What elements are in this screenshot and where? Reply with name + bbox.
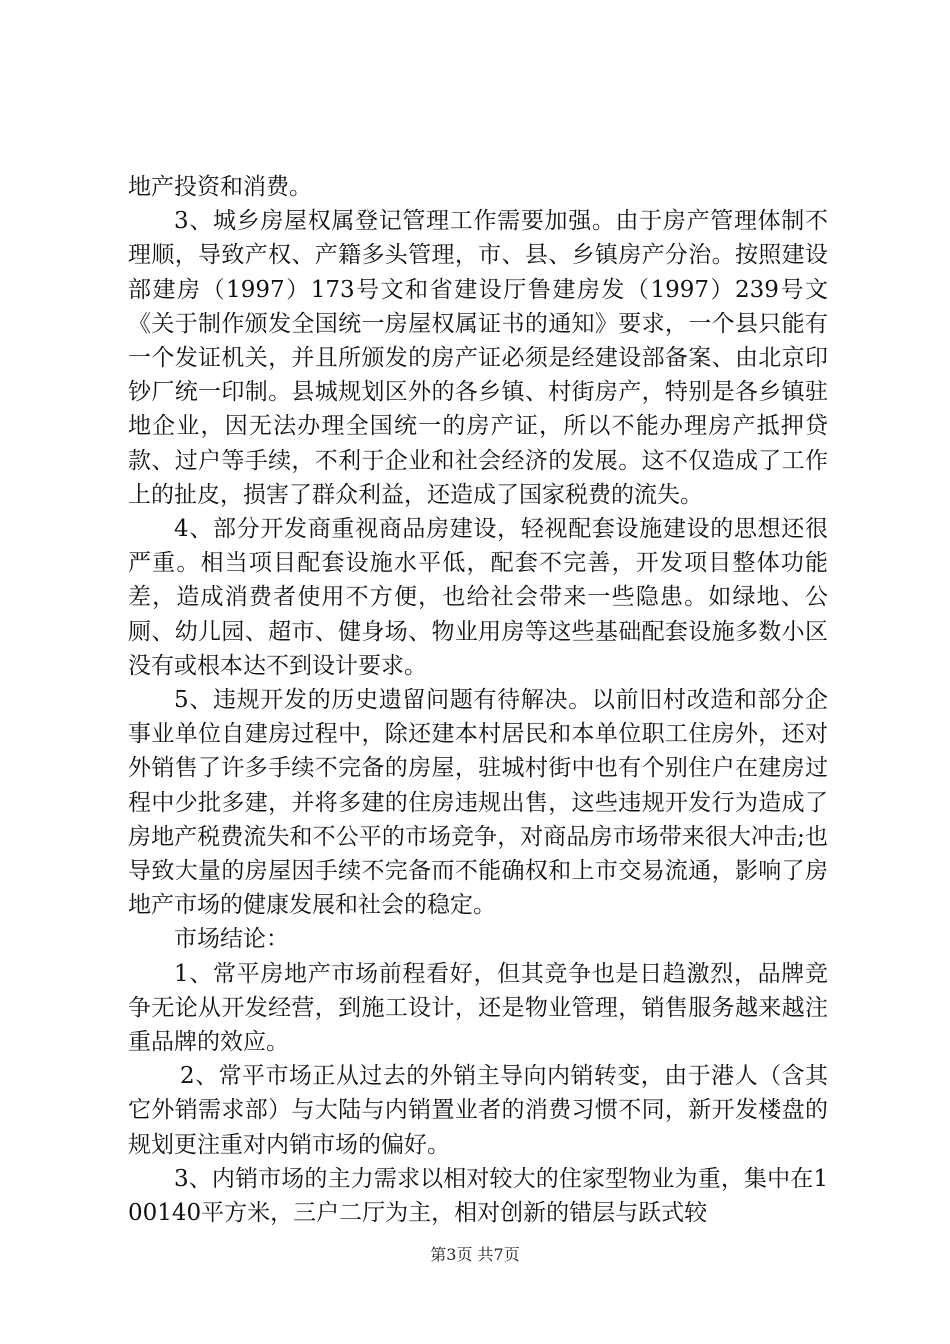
section-heading-market-conclusion: 市场结论： — [174, 926, 289, 953]
paragraph-conclusion-3: 3、内销市场的主力需求以相对较大的住家型物业为重，集中在100140平方米，三户二厅为主，相对创新的错层与跃式较 — [128, 1165, 828, 1227]
paragraph-conclusion-2: 2、常平市场正从过去的外销主导向内销转变，由于港人（含其它外销需求部）与大陆与内销置业者的消费习惯不同，新开发楼盘的规划更注重对内销市场的偏好。 — [128, 1063, 828, 1158]
paragraph-continuation: 地产投资和消费。 — [128, 174, 312, 200]
paragraph-item-3-registration: 3、城乡房屋权属登记管理工作需要加强。由于房产管理体制不理顺，导致产权、产籍多头管理，市、县、乡镇房产分治。按照建设部建房（1997）173号文和省建设厅鲁建房发（1997）239号文《关于制作颁发全国统一房屋权属证书的通知》要求，一个县只能有一个发证机关，并且所颁发的房产证必须是经建设部备案、由北京印钞厂统一印制。县城规划区外的各乡镇、村街房产，特别是各乡镇驻地企业，因无法办理全国统一的房产证，所以不能办理房产抵押贷款、过户等手续，不利于企业和社会经济的发展。这不仅造成了工作上的扯皮，损害了群众利益，还造成了国家税费的流失。 — [128, 208, 828, 508]
paragraph-item-5-violations: 5、违规开发的历史遗留问题有待解决。以前旧村改造和部分企事业单位自建房过程中，除还建本村居民和本单位职工住房外，还对外销售了许多手续不完备的房屋，驻城村街中也有个别住户在建房过程中少批多建，并将多建的住房违规出售，这些违规开发行为造成了房地产税费流失和不公平的市场竞争，对商品房市场带来很大冲击;也导致大量的房屋因手续不完备而不能确权和上市交易流通，影响了房地产市场的健康发展和社会的稳定。 — [128, 687, 828, 919]
page-number-footer: 第3页 共7页 — [430, 1245, 520, 1264]
document-body — [128, 170, 828, 1230]
paragraph-item-4-facilities: 4、部分开发商重视商品房建设，轻视配套设施建设的思想还很严重。相当项目配套设施水平低，配套不完善，开发项目整体功能差，造成消费者使用不方便，也给社会带来一些隐患。如绿地、公厕、幼儿园、超市、健身场、物业用房等这些基础配套设施多数小区没有或根本达不到设计要求。 — [128, 516, 828, 679]
paragraph-conclusion-1: 1、常平房地产市场前程看好，但其竞争也是日趋激烈，品牌竞争无论从开发经营，到施工设计，还是物业管理，销售服务越来越注重品牌的效应。 — [128, 960, 828, 1056]
